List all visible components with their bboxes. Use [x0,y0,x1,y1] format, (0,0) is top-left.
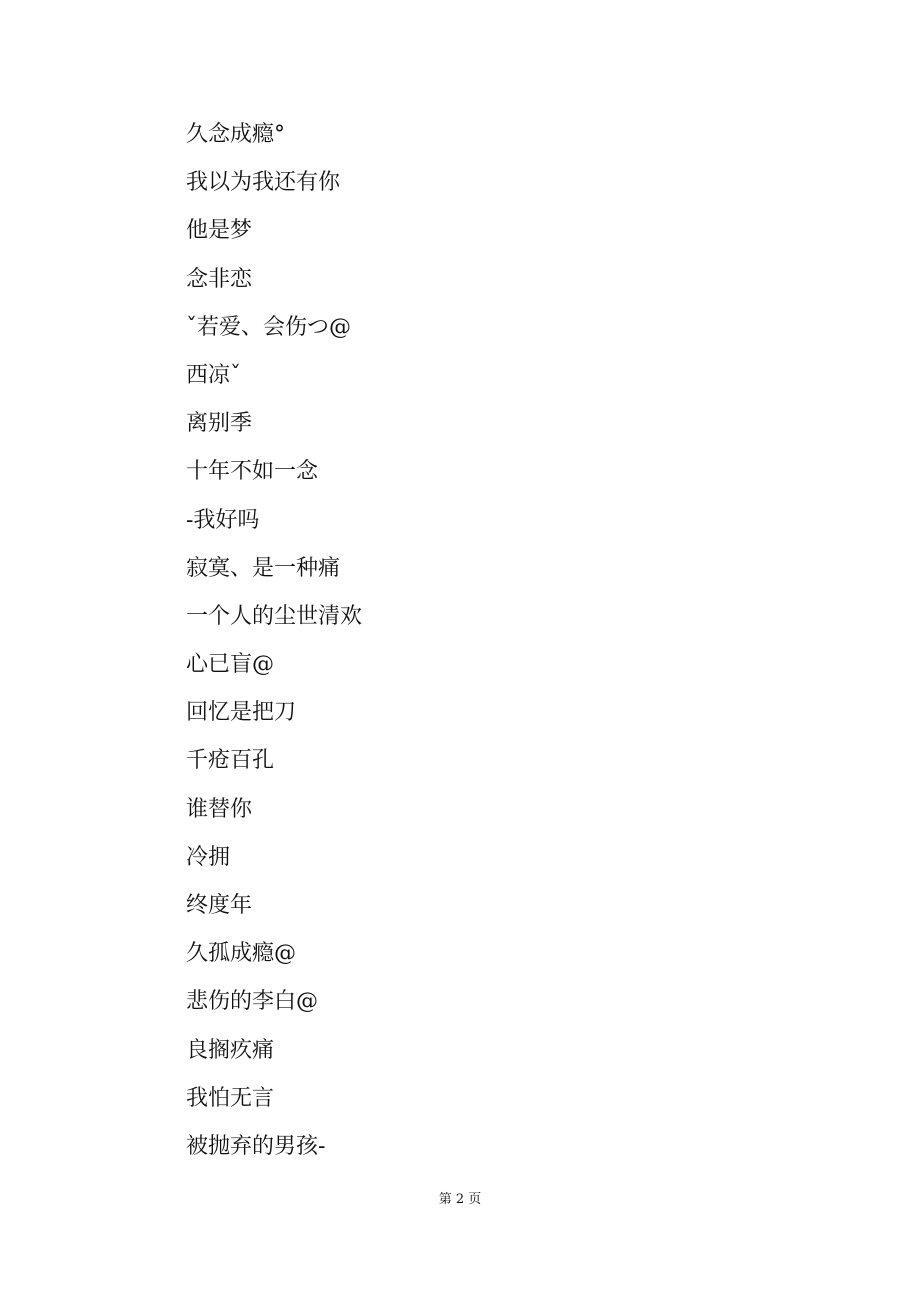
list-item: 离别季 [186,411,253,437]
list-item: -我好吗 [186,507,260,533]
page-number: 第 2 页 [438,1192,482,1207]
list-item: 良搁疚痛 [186,1037,275,1063]
name-list [186,112,362,1172]
list-item: 终度年 [186,893,253,918]
list-item: 被抛弃的男孩- [186,1133,326,1159]
list-item: 我以为我还有你 [186,170,341,196]
list-item: 西凉ˇ [186,362,242,388]
list-item: ˇ若爱、会伤つ@ [186,314,352,340]
list-item: 心已盲@ [186,652,275,678]
list-item: 冷拥 [186,844,231,870]
list-item: 久孤成瘾@ [186,941,297,967]
list-item: 千疮百孔 [186,748,275,774]
list-item: 他是梦 [186,218,253,244]
list-item: 一个人的尘世清欢 [186,603,363,629]
list-item: 回忆是把刀 [186,700,297,726]
list-item: 寂寞、是一种痛 [186,555,341,581]
list-item: 谁替你 [186,796,253,822]
list-item: 十年不如一念 [186,459,319,485]
list-item: 我怕无言 [186,1085,275,1111]
list-item: 念非恋 [186,266,253,292]
list-item: 久念成瘾° [186,122,286,147]
list-item: 悲伤的李白@ [186,989,319,1015]
